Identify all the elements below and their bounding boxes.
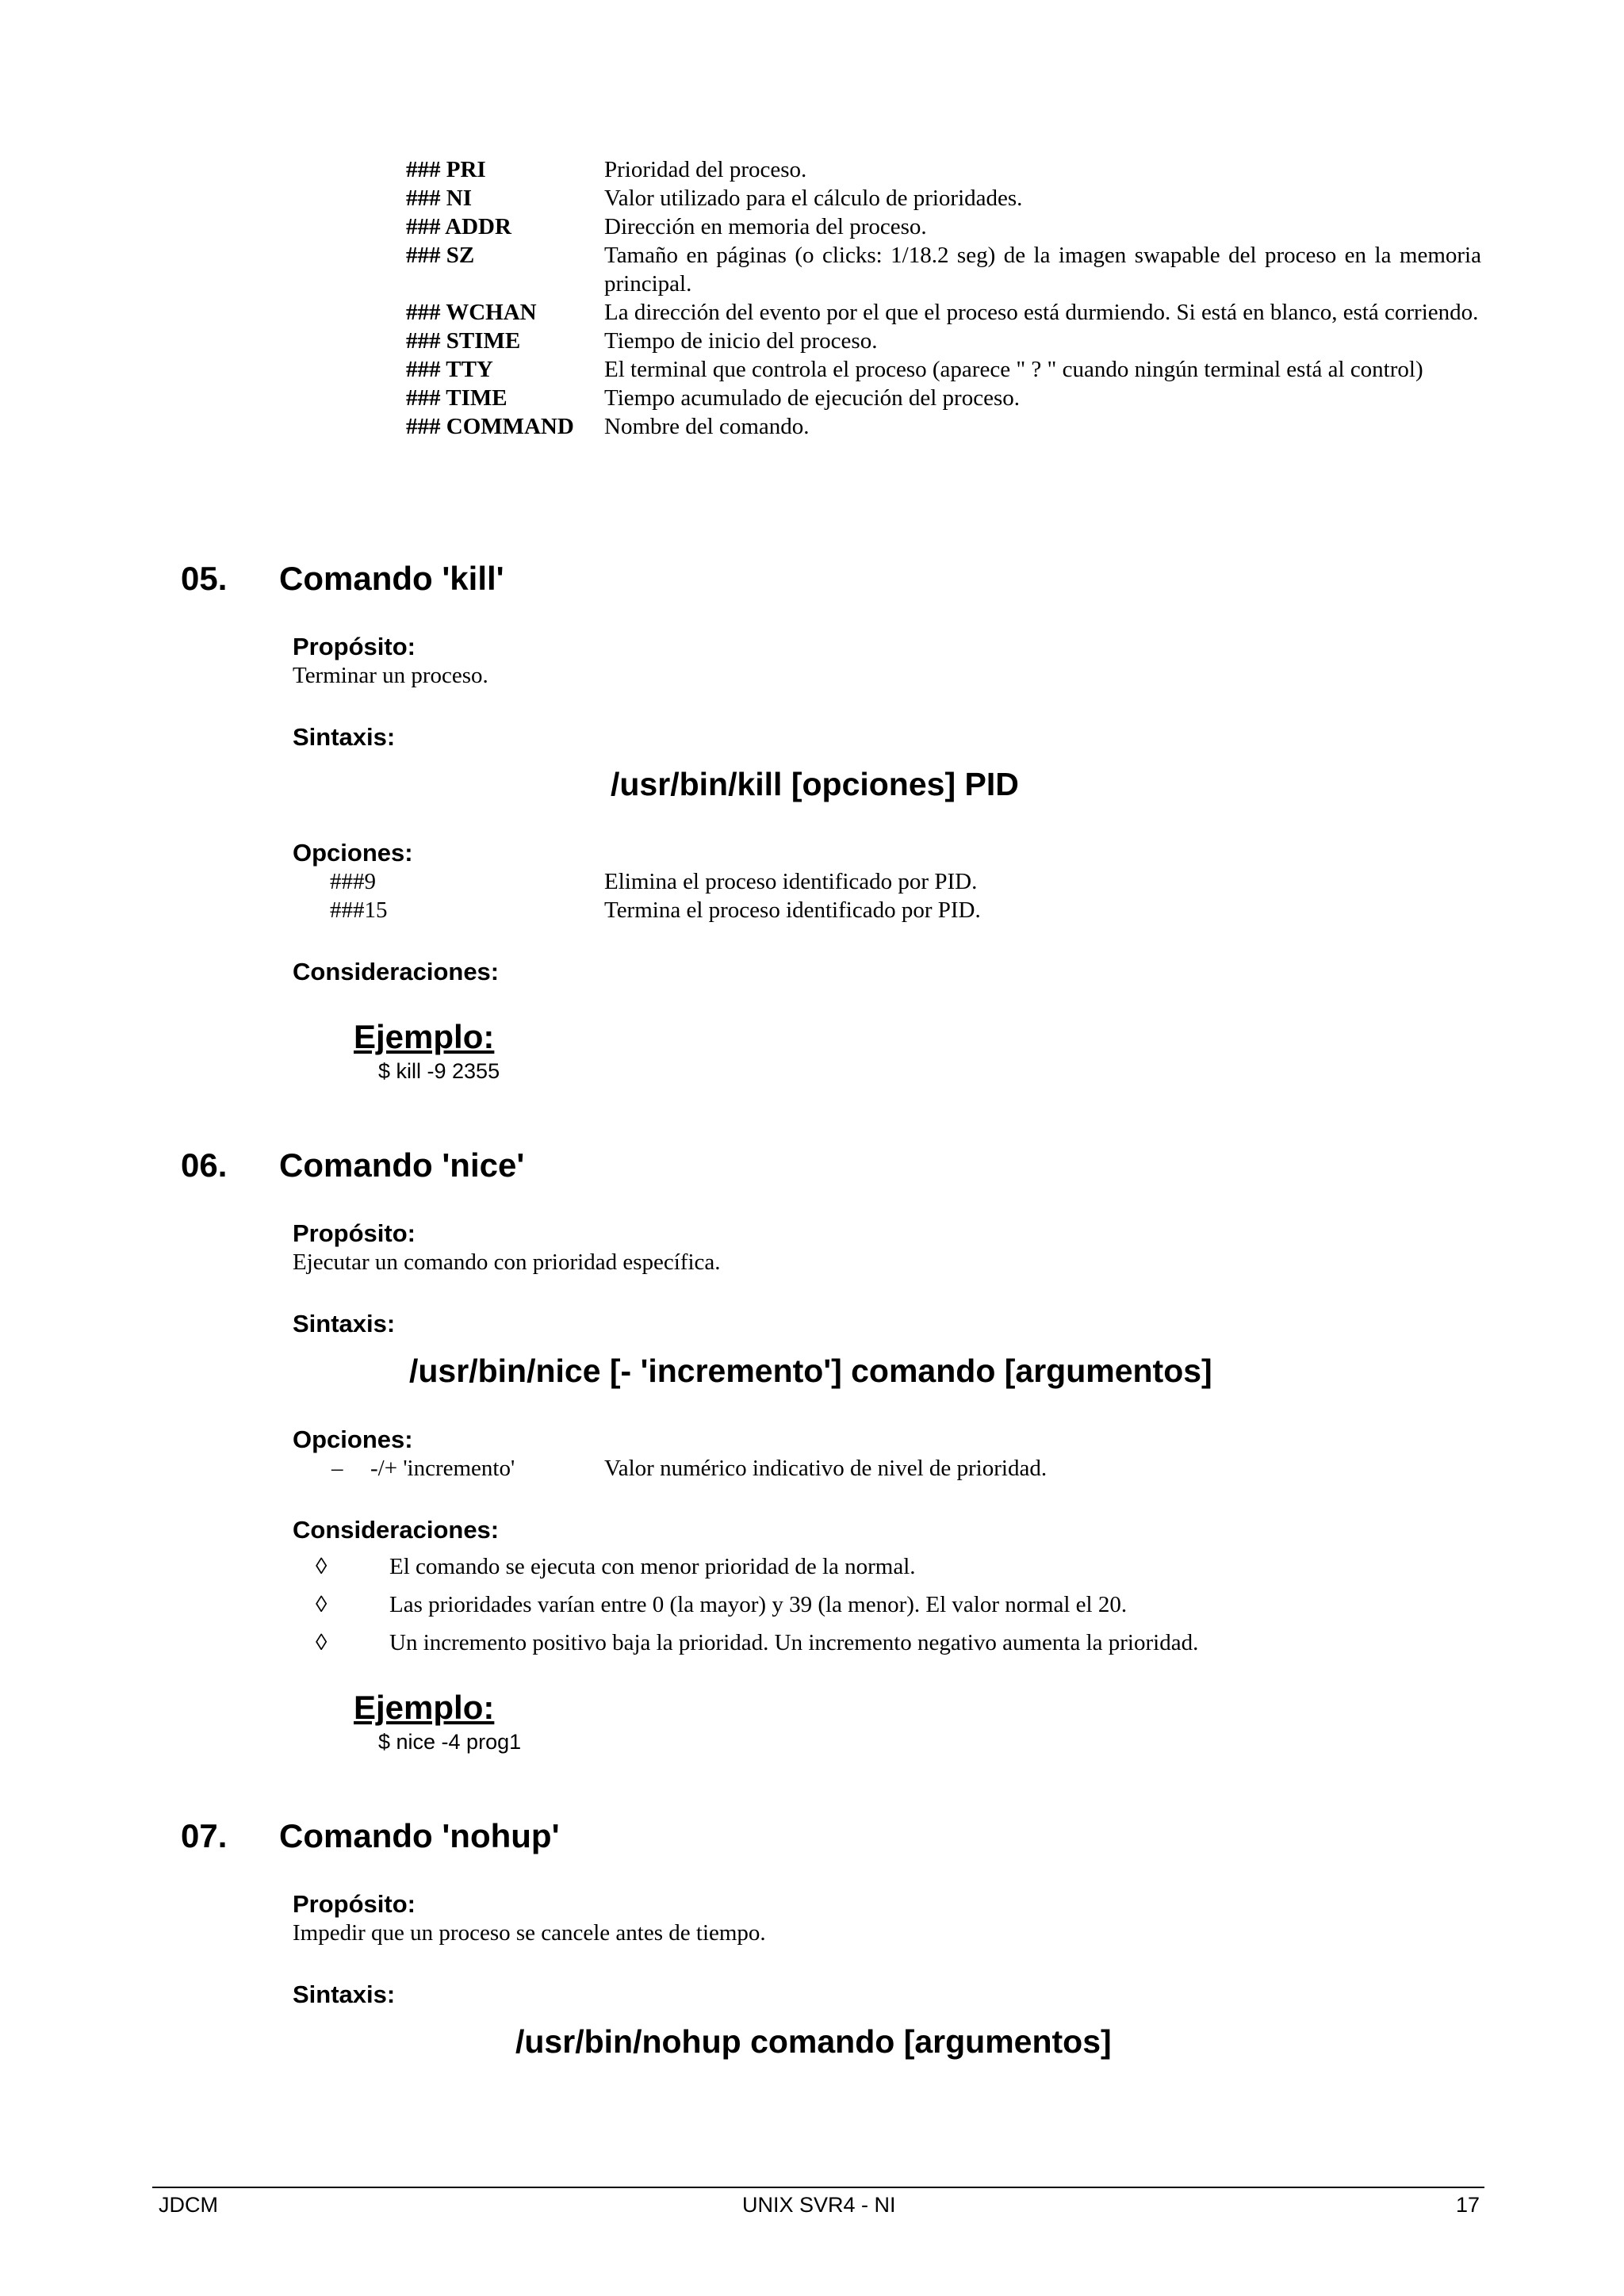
consideraciones-label: Consideraciones: <box>293 958 500 985</box>
diamond-bullet-icon: ◊ <box>316 1630 327 1655</box>
sintaxis-label: Sintaxis: <box>293 1310 396 1337</box>
proposito-label: Propósito: <box>293 1890 416 1918</box>
section-heading-kill <box>181 560 504 598</box>
section-number: 06. <box>181 1146 228 1184</box>
field-description: Valor utilizado para el cálculo de prioridades. <box>604 186 1023 211</box>
ejemplo-heading: Ejemplo: <box>354 1689 495 1726</box>
footer-author: JDCM <box>159 2193 218 2217</box>
field-description: Prioridad del proceso. <box>604 157 807 182</box>
field-description: Tiempo acumulado de ejecución del proceso. <box>604 385 1020 411</box>
sintaxis-label: Sintaxis: <box>293 723 396 751</box>
syntax-line: /usr/bin/nice [- 'incremento'] comando [argumentos] <box>409 1353 1212 1389</box>
proposito-text: Terminar un proceso. <box>293 663 488 688</box>
proposito-label: Propósito: <box>293 1219 416 1247</box>
section-heading-nice <box>181 1146 524 1184</box>
field-name: ### ADDR <box>406 214 511 239</box>
footer-title: UNIX SVR4 - NI <box>742 2193 896 2217</box>
field-name: ### COMMAND <box>406 414 574 439</box>
field-description: Dirección en memoria del proceso. <box>604 214 927 239</box>
consideracion-item: Un incremento positivo baja la prioridad. Un incremento negativo aumenta la prioridad. <box>389 1630 1199 1655</box>
consideraciones-label: Consideraciones: <box>293 1516 500 1544</box>
section-title: Comando 'nohup' <box>279 1817 560 1854</box>
option-description: Valor numérico indicativo de nivel de prioridad. <box>604 1456 1048 1481</box>
field-name: ### STIME <box>406 328 521 354</box>
consideracion-item: Las prioridades varían entre 0 (la mayor) y 39 (la menor). El valor normal el 20. <box>389 1592 1128 1617</box>
field-row <box>406 327 1481 355</box>
process-fields-table <box>406 155 1481 441</box>
diamond-bullet-icon: ◊ <box>316 1592 327 1617</box>
option-name: ###15 <box>330 897 388 923</box>
field-description: Tamaño en páginas (o clicks: 1/18.2 seg) de la imagen swapable del proceso en la memoria principal. <box>604 243 1481 297</box>
page-number: 17 <box>1456 2193 1480 2217</box>
example-command: $ kill -9 2355 <box>378 1059 500 1083</box>
field-name: ### TTY <box>406 357 493 382</box>
sintaxis-label: Sintaxis: <box>293 1980 396 2008</box>
option-name: ###9 <box>330 869 376 894</box>
footer-rule <box>152 2187 1484 2188</box>
diamond-bullet-icon: ◊ <box>316 1554 327 1579</box>
field-description: El terminal que controla el proceso (aparece " ? " cuando ningún terminal está al control) <box>604 357 1423 382</box>
option-description: Elimina el proceso identificado por PID. <box>604 869 978 894</box>
field-row <box>406 241 1481 298</box>
field-description: Nombre del comando. <box>604 414 810 439</box>
example-command: $ nice -4 prog1 <box>378 1730 522 1754</box>
field-row <box>406 384 1481 412</box>
section-number: 07. <box>181 1817 228 1854</box>
syntax-line: /usr/bin/kill [opciones] PID <box>611 766 1019 802</box>
field-name: ### WCHAN <box>406 300 537 325</box>
option-name: -/+ 'incremento' <box>370 1456 515 1481</box>
section-number: 05. <box>181 560 228 597</box>
field-name: ### NI <box>406 186 472 211</box>
option-dash-icon: – <box>331 1456 343 1481</box>
field-row <box>406 412 1481 441</box>
opciones-label: Opciones: <box>293 1425 413 1453</box>
section-heading-nohup <box>181 1817 560 1855</box>
field-name: ### PRI <box>406 157 486 182</box>
field-description: La dirección del evento por el que el proceso está durmiendo. Si está en blanco, está corriendo. <box>604 300 1479 325</box>
field-description: Tiempo de inicio del proceso. <box>604 328 878 354</box>
proposito-text: Impedir que un proceso se cancele antes de tiempo. <box>293 1920 766 1946</box>
proposito-label: Propósito: <box>293 633 416 660</box>
field-row <box>406 298 1481 327</box>
consideracion-item: El comando se ejecuta con menor prioridad de la normal. <box>389 1554 916 1579</box>
proposito-text: Ejecutar un comando con prioridad específica. <box>293 1249 721 1275</box>
option-description: Termina el proceso identificado por PID. <box>604 897 981 923</box>
field-row <box>406 184 1481 212</box>
field-row <box>406 212 1481 241</box>
syntax-line: /usr/bin/nohup comando [argumentos] <box>515 2023 1112 2060</box>
field-row <box>406 155 1481 184</box>
section-title: Comando 'kill' <box>279 560 504 597</box>
field-name: ### SZ <box>406 243 475 268</box>
field-row <box>406 355 1481 384</box>
field-name: ### TIME <box>406 385 508 411</box>
ejemplo-heading: Ejemplo: <box>354 1018 495 1055</box>
opciones-label: Opciones: <box>293 839 413 867</box>
section-title: Comando 'nice' <box>279 1146 525 1184</box>
